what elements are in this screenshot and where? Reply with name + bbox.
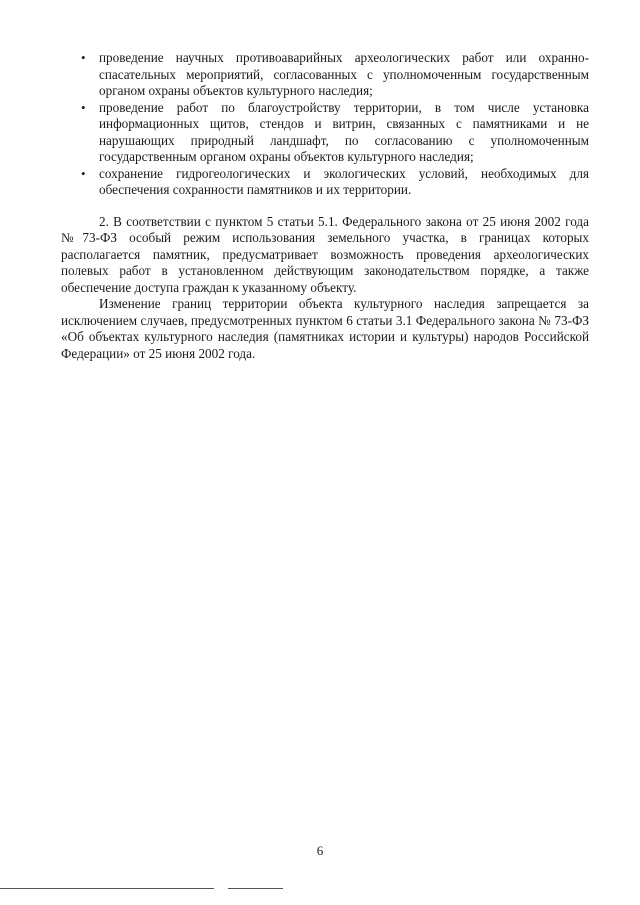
document-body: [61, 50, 589, 362]
bullet-dot-icon: •: [81, 165, 86, 181]
bullet-text: проведение научных противоаварийных археологических работ или охранно-спасательных мероприятий, согласованных с уполномоченным государственным органом охраны объектов культурного наследия;: [99, 50, 589, 98]
page-number: 6: [316, 843, 324, 858]
bullet-dot-icon: •: [81, 50, 86, 65]
bullet-dot-icon: •: [81, 99, 86, 115]
footer-divider: [228, 888, 283, 889]
bullet-text: проведение работ по благоустройству территории, в том числе установка информационных щитов, стендов и витрин, связанных с памятниками и не нарушающих природный ландшафт, по согласованию с уполномоченным государственным органом охраны объектов культурного наследия;: [99, 99, 589, 164]
bullet-item: [61, 166, 589, 199]
bullet-item: [61, 50, 589, 100]
bullet-list: [61, 50, 589, 199]
bullet-item: [61, 100, 589, 166]
paragraph-clause-2: 2. В соответствии с пунктом 5 статьи 5.1. Федерального закона от 25 июня 2002 года №73-ФЗ особый режим использования земельного участка, в границах которых располагается памятник, предусматривает возможность проведения археологических полевых работ в установленном действующим законодательством порядке, а также обеспечение доступа граждан к указанному объекту.: [61, 213, 589, 295]
bullet-text: сохранение гидрогеологических и экологических условий, необходимых для обеспечения сохранности памятников и их территории.: [99, 165, 589, 197]
paragraph-boundary-change: Изменение границ территории объекта культурного наследия запрещается за исключением случаев, предусмотренных пунктом 6 статьи 3.1 Федерального закона № 73-ФЗ «Об объектах культурного наследия (памятниках истории и культуры) народов Российской Федерации» от 25 июня 2002 года.: [61, 296, 589, 361]
footer-divider: [0, 888, 214, 889]
